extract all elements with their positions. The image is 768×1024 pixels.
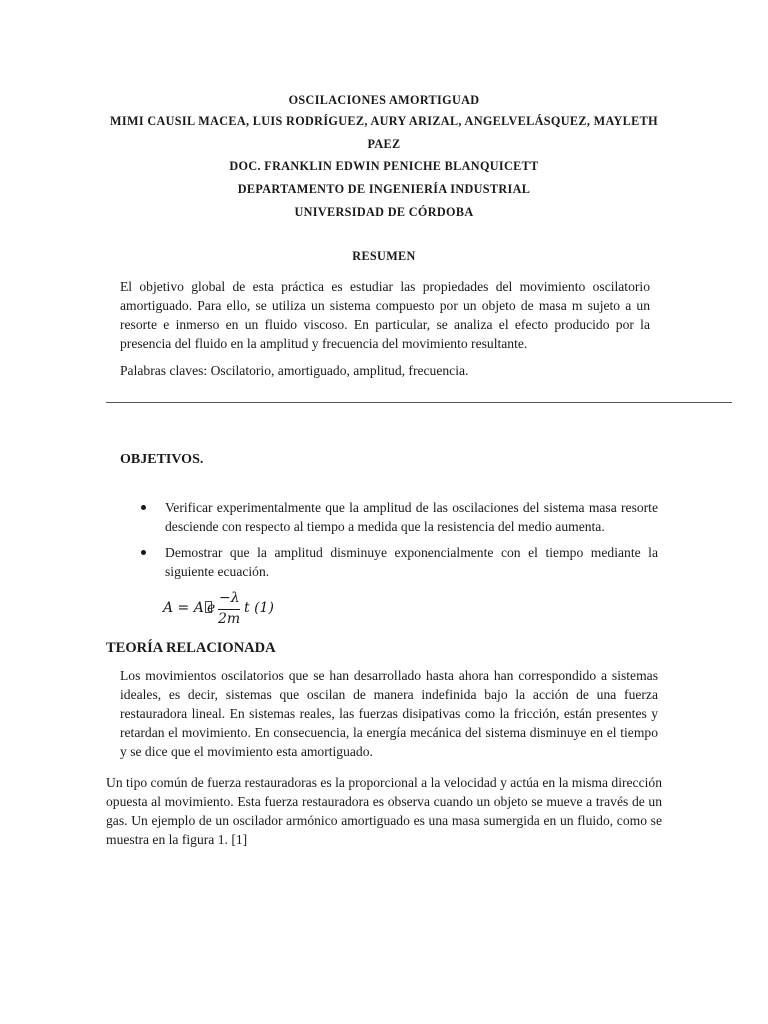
fraction-bar: [218, 609, 240, 610]
bullet-icon: [141, 505, 146, 510]
list-item: [140, 498, 658, 536]
equation-numerator: −λ: [219, 590, 240, 606]
objective-text: Demostrar que la amplitud disminuye exponencialmente con el tiempo mediante la siguiente ecuación.: [165, 545, 658, 579]
theory-heading: TEORÍA RELACIONADA: [106, 640, 276, 656]
list-item: [140, 543, 658, 581]
theory-paragraph-1: Los movimientos oscilatorios que se han desarrollado hasta ahora han correspondido a sistemas ideales, es decir, sistemas que oscilan de manera indefinida bajo la acción de una fuerza restauradora lineal. En sistemas reales, las fuerzas disipativas como la fricción, están presentes y retardan el movimiento. En consecuencia, la energía mecánica del sistema disminuye en el tiempo y se dice que el movimiento esta amortiguado.: [120, 668, 658, 759]
equation-exponential: e: [207, 600, 216, 616]
abstract-heading: RESUMEN: [352, 249, 416, 263]
advisor-line: DOC. FRANKLIN EDWIN PENICHE BLANQUICETT: [229, 159, 539, 173]
theory-paragraph-2: Un tipo común de fuerza restauradoras es la proporcional a la velocidad y actúa en la misma dirección opuesta al movimiento. Esta fuerza restauradora es observa cuando un objeto se mueve a través de un gas. Un ejemplo de un oscilador armónico amortiguado es una masa sumergida en un fluido, como se muestra en la figura 1. [1]: [106, 775, 662, 847]
equation-denominator: 2m: [218, 611, 241, 627]
objectives-list: [140, 498, 658, 588]
keywords-line: Palabras claves: Oscilatorio, amortiguado, amplitud, frecuencia.: [120, 363, 469, 378]
department-line: DEPARTAMENTO DE INGENIERÍA INDUSTRIAL: [237, 182, 531, 196]
equation-lhs: A = A: [163, 600, 204, 616]
university-line: UNIVERSIDAD DE CÓRDOBA: [294, 205, 474, 219]
objective-text: Verificar experimentalmente que la amplitud de las oscilaciones del sistema masa resorte desciende con respecto al tiempo a medida que la resistencia del medio aumenta.: [165, 500, 658, 534]
bullet-icon: [141, 550, 146, 555]
abstract-text: El objetivo global de esta práctica es estudiar las propiedades del movimiento oscilatorio amortiguado. Para ello, se utiliza un sistema compuesto por un objeto de masa m sujeto a un resorte e inmerso en un fluido viscoso. En particular, se analiza el efecto producido por la presencia del fluido en la amplitud y frecuencia del movimiento resultante.: [120, 279, 650, 351]
objectives-heading: OBJETIVOS.: [120, 452, 204, 467]
section-divider: [106, 402, 732, 403]
paper-title: OSCILACIONES AMORTIGUAD: [288, 93, 480, 107]
equation-tail: t (1): [244, 600, 274, 616]
author-list: MIMI CAUSIL MACEA, LUIS RODRÍGUEZ, AURY ARIZAL, ANGELVELÁSQUEZ, MAYLETH PAEZ: [110, 114, 658, 151]
